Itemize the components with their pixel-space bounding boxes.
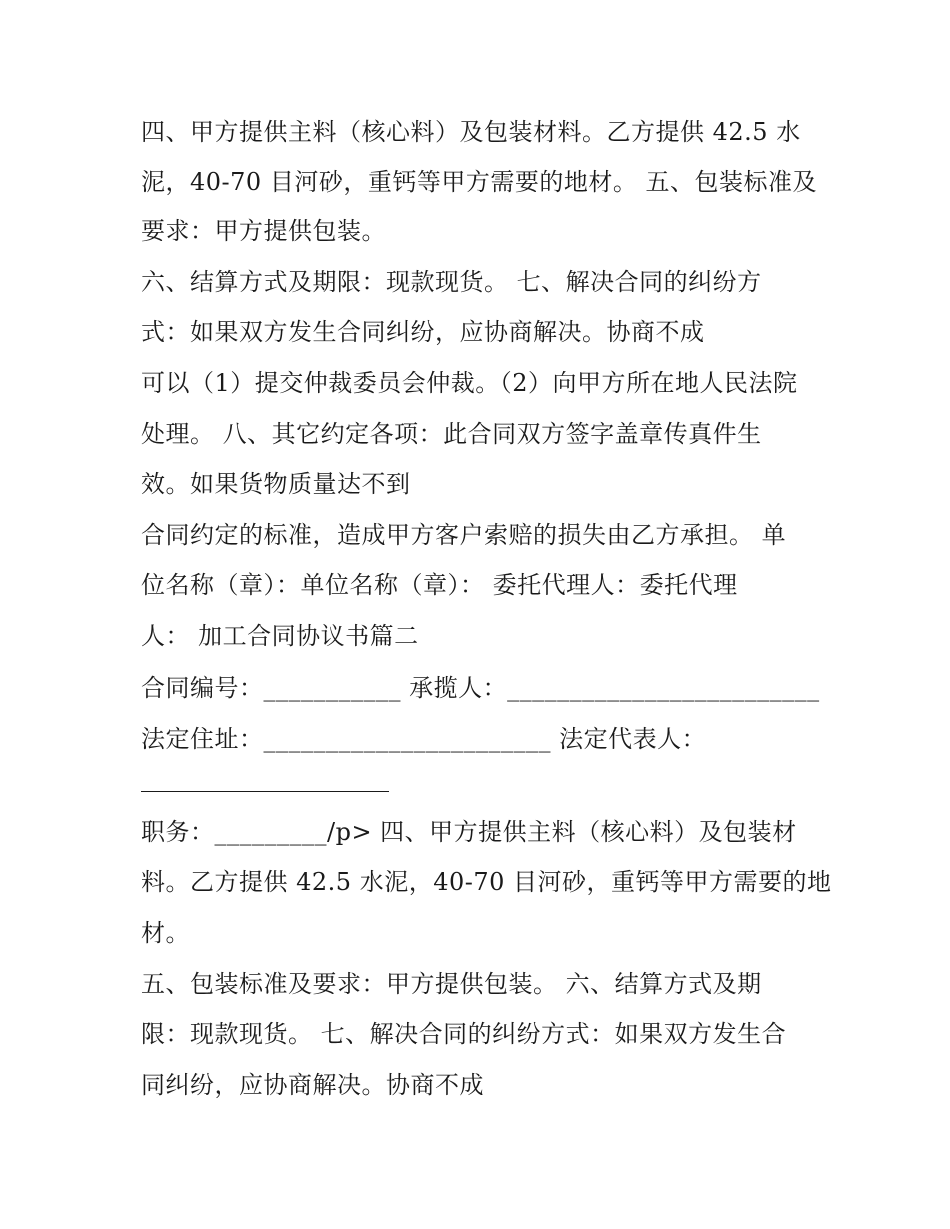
text-line: 要求：甲方提供包装。 (141, 217, 386, 245)
text-line: 料。乙方提供 42.5 水泥，40-70 目河砂，重钙等甲方需要的地 (141, 868, 832, 896)
legal-address-line: 法定住址：_______________________ 法定代表人： (141, 725, 707, 753)
text-line: 同纠纷，应协商解决。协商不成 (141, 1071, 484, 1099)
text-line: 泥，40-70 目河砂，重钙等甲方需要的地材。 五、包装标准及 (141, 168, 817, 196)
signature-blank (141, 790, 389, 792)
section-title: 人： 加工合同协议书篇二 (141, 622, 419, 650)
text-line: 效。如果货物质量达不到 (141, 470, 411, 498)
text-line: 五、包装标准及要求：甲方提供包装。 六、结算方式及期 (141, 970, 762, 998)
text-line: 位名称（章）：单位名称（章）： 委托代理人：委托代理 (141, 571, 738, 599)
text-line: 处理。 八、其它约定各项：此合同双方签字盖章传真件生 (141, 420, 762, 448)
text-line: 材。 (141, 919, 190, 947)
text-line: 职务：_________/p> 四、甲方提供主料（核心料）及包装材 (141, 818, 797, 846)
text-line: 限：现款现货。 七、解决合同的纠纷方式：如果双方发生合 (141, 1020, 787, 1048)
text-line: 可以（1）提交仲裁委员会仲裁。（2）向甲方所在地人民法院 (141, 369, 798, 397)
text-line: 合同约定的标准，造成甲方客户索赔的损失由乙方承担。 单 (141, 521, 787, 549)
text-line: 六、结算方式及期限：现款现货。 七、解决合同的纠纷方 (141, 268, 762, 296)
text-line: 四、甲方提供主料（核心料）及包装材料。乙方提供 42.5 水 (141, 118, 801, 146)
contract-number-line: 合同编号：___________ 承揽人：_________________________ (141, 674, 820, 702)
text-line: 式：如果双方发生合同纠纷，应协商解决。协商不成 (141, 318, 705, 346)
